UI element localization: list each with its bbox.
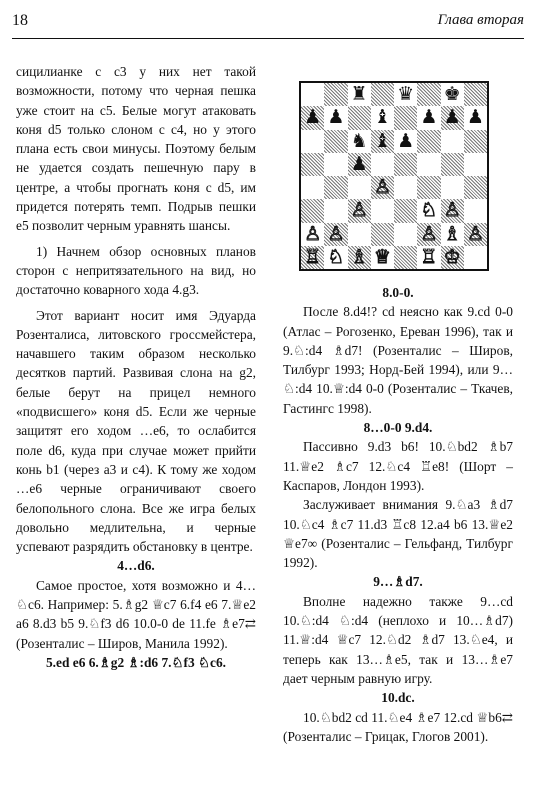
dark-square	[464, 130, 487, 153]
page-number: 18	[12, 12, 28, 29]
chess-piece-black-d7: ♝	[373, 106, 391, 129]
chess-diagram	[299, 81, 489, 271]
left-column	[16, 62, 256, 672]
chess-piece-white-f2: ♙	[420, 222, 438, 245]
chess-piece-black-e6: ♟	[397, 129, 415, 152]
chess-piece-white-a1: ♖	[304, 245, 322, 268]
paragraph: Самое простое, хотя возможно и 4…♘c6. Например: 5.♗g2 ♕c7 6.f4 e6 7.♕e2 a6 8.d3 b5 9.♘f3 d6 10.0-0 de 11.fe ♗e7⇄ (Розенталис – Широв, Манила 1992).	[16, 577, 256, 651]
dark-square	[301, 199, 324, 222]
chess-piece-black-h7: ♟	[466, 106, 484, 129]
paragraph: Вполне надежно также 9…cd 10.♘:d4 ♘:d4 (неплохо и 10…♗d7) 11.♕:d4 ♕c7 12.♘d2 ♗d7 13.♘e4, и теперь как 13…♗e5, так и 13…♗e7 дает черным равную игру.	[283, 593, 513, 686]
move-heading: 5.ed e6 6.♗g2 ♗:d6 7.♘f3 ♘c6.	[45, 654, 227, 670]
light-square	[324, 153, 347, 176]
light-square	[348, 176, 371, 199]
chess-piece-black-d6: ♝	[373, 129, 391, 152]
dark-square	[394, 246, 417, 269]
light-square	[371, 153, 394, 176]
chess-piece-black-c8: ♜	[350, 83, 368, 105]
chess-piece-white-d4: ♙	[373, 176, 391, 198]
light-square	[464, 153, 487, 176]
dark-square	[417, 83, 440, 106]
chess-piece-black-a7: ♟	[304, 106, 322, 129]
paragraph: Пассивно 9.d3 b6! 10.♘bd2 ♗b7 11.♕e2 ♗c7 12.♘c4 ♖e8! (Шорт – Каспаров, Лондон 1993).	[283, 439, 513, 493]
chess-piece-white-c1: ♗	[350, 245, 368, 268]
dark-square	[324, 83, 347, 106]
chess-piece-black-e8: ♛	[397, 83, 415, 105]
dark-square	[371, 83, 394, 106]
dark-square	[441, 153, 464, 176]
chess-piece-white-f3: ♘	[420, 199, 438, 222]
dark-square	[417, 176, 440, 199]
chess-piece-black-g8: ♚	[443, 83, 461, 105]
header-rule	[12, 38, 524, 39]
light-square	[394, 176, 417, 199]
page-header	[12, 8, 524, 38]
chapter-title: Глава вторая	[437, 12, 524, 28]
light-square	[394, 223, 417, 246]
light-square	[464, 246, 487, 269]
right-column	[283, 283, 513, 746]
dark-square	[417, 130, 440, 153]
paragraph: Этот вариант носит имя Эдуарда Розенталиса, литовского гроссмейстера, начавшего таким образом несколько десятков партий. Развивая слона на g2, белые берут на прицел немного «подвисшего» коня d5. Если же черные защитят его ходом …e6, то ослабится поле d6, куда при случае может прийти конь b1 (через a3 и c4). К тому же ходом …e6 черные ограничивают своего белопольного слона. Все же игра белых довольно медлительна, и черные успевают разрядить обстановку в центре.	[16, 307, 256, 555]
move-heading: 8…0-0 9.d4.	[363, 420, 433, 436]
chess-piece-white-d1: ♕	[373, 245, 391, 268]
paragraph: 1) Начнем обзор основных планов сторон с непритязательного на вид, но достаточно коварного хода 4.g3.	[16, 243, 256, 298]
light-square	[324, 199, 347, 222]
dark-square	[348, 106, 371, 129]
chess-piece-white-b2: ♙	[327, 222, 345, 245]
dark-square	[464, 83, 487, 106]
dark-square	[464, 176, 487, 199]
paragraph: После 8.d4!? cd неясно как 9.cd 0-0 (Атлас – Рогозенко, Ереван 1996), так и 9.♘:d4 ♗d7! (Розенталис – Широв, Тилбург 1993; Норд-Бей 1994), или 9…♘:d4 10.♕:d4 0-0 (Розенталис – Ткачев, Гастингс 1998).	[283, 304, 513, 416]
chess-piece-white-c3: ♙	[350, 199, 368, 222]
move-heading: 9…♗d7.	[373, 574, 423, 590]
dark-square	[324, 130, 347, 153]
move-heading: 4…d6.	[117, 558, 155, 574]
dark-square	[394, 106, 417, 129]
move-heading: 10.dc.	[381, 690, 415, 706]
light-square	[301, 130, 324, 153]
light-square	[464, 199, 487, 222]
chess-piece-white-b1: ♘	[327, 245, 345, 268]
light-square	[417, 153, 440, 176]
paragraph: сицилианке с c3 у них нет такой возможности, потому что черная пешка уже стоит на c5. Белые могут атаковать коня d5 только слоном с c4, но у этого плана есть свои минусы. Поэтому белым не удается создать пешечную пару в центре, а чтобы прогнать коня с d5, им придется потерять темп. Подрыв пешки e5 позволит черным уравнять шансы.	[16, 64, 256, 234]
chess-board	[301, 83, 487, 269]
light-square	[371, 199, 394, 222]
light-square	[441, 130, 464, 153]
light-square	[441, 176, 464, 199]
chess-piece-black-b7: ♟	[327, 106, 345, 129]
chess-piece-white-g3: ♙	[443, 199, 461, 222]
dark-square	[394, 199, 417, 222]
chess-piece-black-f7: ♟	[420, 106, 438, 129]
chess-piece-white-a2: ♙	[304, 222, 322, 245]
chess-piece-black-c5: ♟	[350, 152, 368, 175]
dark-square	[394, 153, 417, 176]
paragraph: Заслуживает внимания 9.♘a3 ♗d7 10.♘c4 ♗c7 11.d3 ♖c8 12.a4 b6 13.♕e2 ♕e7∞ (Розенталис – Гельфанд, Тилбург 1992).	[283, 497, 513, 571]
light-square	[301, 83, 324, 106]
chess-piece-black-g7: ♟	[443, 106, 461, 129]
chess-piece-white-f1: ♖	[420, 245, 438, 268]
light-square	[348, 223, 371, 246]
chess-piece-white-g2: ♗	[443, 222, 461, 245]
paragraph: 10.♘bd2 cd 11.♘e4 ♗e7 12.cd ♕b6⇄ (Розенталис – Грицак, Глогов 2001).	[283, 709, 513, 744]
chess-piece-black-c6: ♞	[350, 129, 368, 152]
dark-square	[371, 223, 394, 246]
chess-piece-white-h2: ♙	[466, 222, 484, 245]
light-square	[301, 176, 324, 199]
chess-piece-white-g1: ♔	[443, 245, 461, 268]
dark-square	[324, 176, 347, 199]
move-heading: 8.0-0.	[382, 285, 414, 300]
dark-square	[301, 153, 324, 176]
